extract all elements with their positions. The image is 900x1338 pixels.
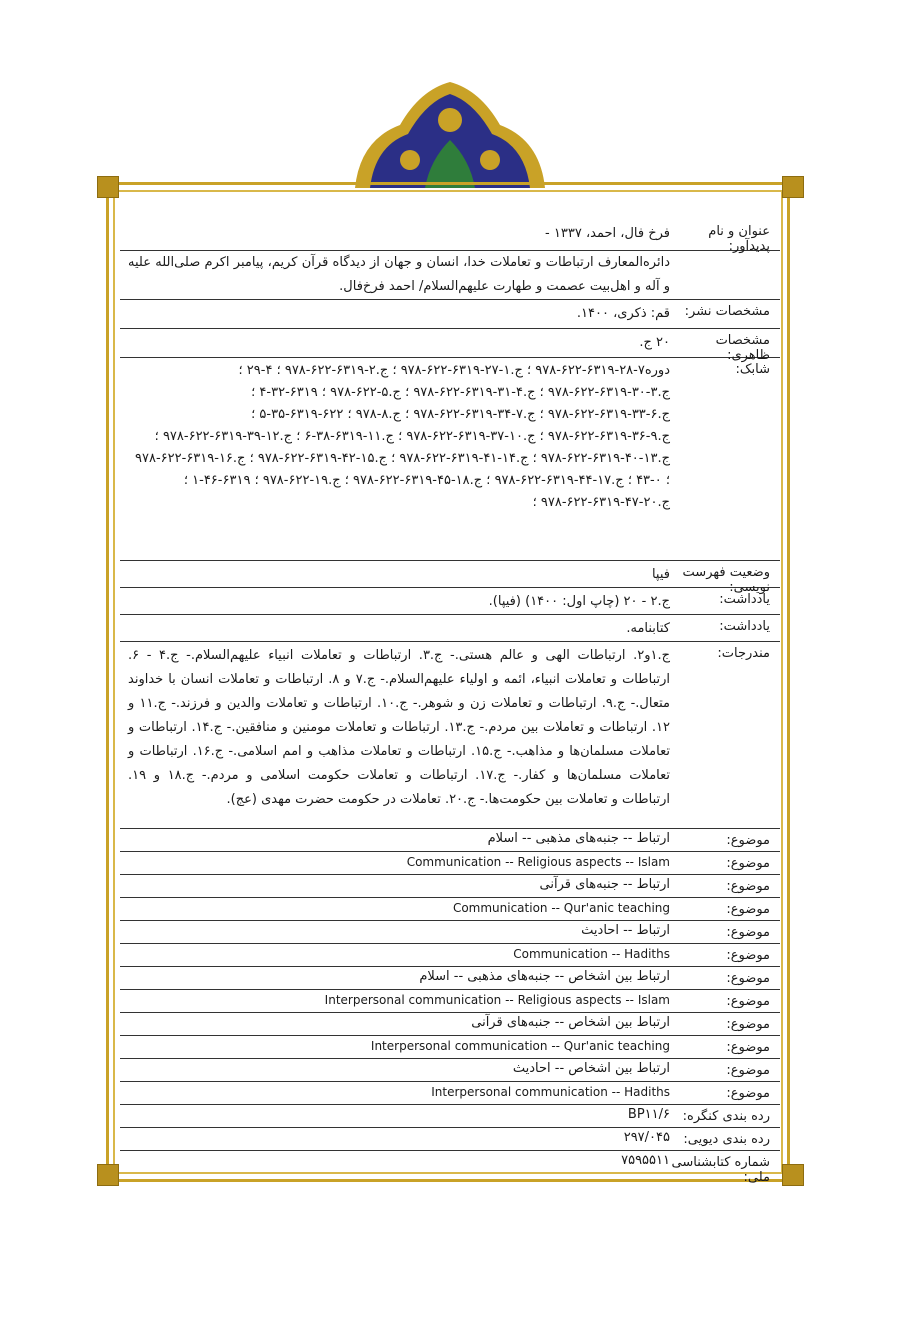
label-subject-9: موضوع: <box>726 1017 770 1032</box>
label-subject-4: موضوع: <box>726 902 770 917</box>
catalog-record <box>120 220 780 1185</box>
label-subject-5: موضوع: <box>726 925 770 940</box>
row-subject-2 <box>120 852 780 875</box>
value-subject-5: ارتباط -- احادیث <box>581 923 670 938</box>
row-congress-class <box>120 1105 780 1128</box>
label-congress-class: رده بندی کنگره: <box>682 1109 770 1124</box>
value-contents: ج.۱و۲. ارتباطات الهی و عالم هستی.- ج.۳. ارتباطات و تعاملات انبیاء علیهم‌السلام.- ج.۴ - ۶. ارتباطات و تعاملات انبیاء، ائمه و اولیاء علیهم‌السلام.- ج.۷ و ۸. ارتباطات و تعاملات انسان با خداوند متعال.- ج.۹. ارتباطات و تعاملات زن و شوهر.- ج.۱۰. ارتباطات و تعاملات والدین و فرزند.- ج.۱۱ و ۱۲. ارتباطات و تعاملات بین مردم.- ج.۱۳. ارتباطات و تعاملات مومنین و منافقین.- ج.۱۴. ارتباطات و تعاملات مسلمان‌ها و مذاهب.- ج.۱۵. ارتباطات و تعاملات مذاهب و امم اسلامی.- ج.۱۶. ارتباطات و تعاملات مسلمان‌ها و کفار.- ج.۱۷. ارتباطات و تعاملات حکومت اسلامی و مردم.- ج.۱۸ و ۱۹. ارتباطات و تعاملات بین حکومت‌ها.- ج.۲۰. تعاملات در حکومت حضرت مهدی (عج). <box>128 648 671 807</box>
value-congress-class: BP۱۱/۶ <box>627 1107 670 1122</box>
value-subject-2: Communication -- Religious aspects -- Islam <box>406 855 670 869</box>
value-author: فرخ فال، احمد، ۱۳۳۷ - <box>545 226 670 241</box>
value-note-2: کتابنامه. <box>626 621 670 636</box>
label-subject-6: موضوع: <box>726 948 770 963</box>
row-author <box>120 220 780 254</box>
value-subject-10: Interpersonal communication -- Qur'anic teaching <box>370 1039 670 1053</box>
label-national-number: شماره کتابشناسی ملی: <box>671 1155 770 1185</box>
label-isbn: شابک: <box>735 362 770 377</box>
label-physical: مشخصات ظاهری: <box>715 333 770 363</box>
corner-ornament-top-left <box>97 176 119 198</box>
label-contents: مندرجات: <box>717 646 770 661</box>
value-subject-9: ارتباط بین اشخاص -- جنبه‌های قرآنی <box>471 1015 670 1030</box>
label-subject-3: موضوع: <box>726 879 770 894</box>
label-subject-12: موضوع: <box>726 1086 770 1101</box>
label-subject-11: موضوع: <box>726 1063 770 1078</box>
row-subject-12 <box>120 1082 780 1105</box>
value-subject-3: ارتباط -- جنبه‌های قرآنی <box>539 877 670 892</box>
value-subject-4: Communication -- Qur'anic teaching <box>452 901 670 915</box>
row-subject-7 <box>120 967 780 990</box>
corner-ornament-top-right <box>782 176 804 198</box>
value-physical: ۲۰ ج. <box>639 335 670 350</box>
value-subject-7: ارتباط بین اشخاص -- جنبه‌های مذهبی -- اسلام <box>419 969 670 984</box>
label-subject-2: موضوع: <box>726 856 770 871</box>
value-subject-11: ارتباط بین اشخاص -- احادیث <box>512 1061 670 1076</box>
row-subject-8 <box>120 990 780 1013</box>
row-subject-3 <box>120 875 780 898</box>
row-title <box>120 251 780 300</box>
value-isbn: دوره۷-۲۸-۶۳۱۹-۶۲۲-۹۷۸ ؛ ج.۱-۲۷-۶۳۱۹-۶۲۲-۹۷۸ ؛ ج.۲-۶۳۱۹-۶۲۲-۹۷۸ ؛ ۴-۲۹ ؛ ج.۳-۳۰-۶۳۱۹-۶۲۲-۹۷۸ ؛ ج.۴-۳۱-۶۳۱۹-۶۲۲-۹۷۸ ؛ ج.۵-۶۲۲-۹۷۸ ؛ ۶۳۱۹-۳۲-۴ ؛ ج.۶-۳۳-۶۳۱۹-۶۲۲-۹۷۸ ؛ ج.۷-۳۴-۶۳۱۹-۶۲۲-۹۷۸ ؛ ج.۸-۹۷۸ ؛ ۶۲۲-۶۳۱۹-۳۵-۵ ؛ ج.۹-۳۶-۶۳۱۹-۶۲۲-۹۷۸ ؛ ج.۱۰-۳۷-۶۳۱۹-۶۲۲-۹۷۸ ؛ ج.۱۱-۶۳۱۹-۳۸-۶ ؛ ج.۱۲-۳۹-۶۳۱۹-۶۲۲-۹۷۸ ؛ ج.۱۳-۴۰-۶۳۱۹-۶۲۲-۹۷۸ ؛ ج.۱۴-۴۱-۶۳۱۹-۶۲۲-۹۷۸ ؛ ج.۱۵-۴۲-۶۳۱۹-۶۲۲-۹۷۸ ؛ ج.۱۶-۶۳۱۹-۶۲۲-۹۷۸ ؛ ۰-۴۳ ؛ ج.۱۷-۴۴-۶۳۱۹-۶۲۲-۹۷۸ ؛ ج.۱۸-۴۵-۶۳۱۹-۶۲۲-۹۷۸ ؛ ج.۱۹-۶۲۲-۹۷۸ ؛ ۶۳۱۹-۴۶-۱ ؛ ج.۲۰-۴۷-۶۳۱۹-۶۲۲-۹۷۸ ؛ <box>135 363 670 510</box>
label-subject-10: موضوع: <box>726 1040 770 1055</box>
row-dewey-class <box>120 1128 780 1151</box>
value-subject-12: Interpersonal communication -- Hadiths <box>431 1085 670 1099</box>
row-subject-11 <box>120 1059 780 1082</box>
value-publication: قم: ذکری، ۱۴۰۰. <box>576 306 670 321</box>
label-note-2: یادداشت: <box>719 619 770 634</box>
value-dewey-class: ۲۹۷/۰۴۵ <box>623 1130 670 1145</box>
row-national-number <box>120 1151 780 1185</box>
row-subject-1 <box>120 829 780 852</box>
row-note-2 <box>120 615 780 642</box>
value-catalog-status: فیپا <box>651 567 670 582</box>
row-note-1 <box>120 588 780 615</box>
value-subject-1: ارتباط -- جنبه‌های مذهبی -- اسلام <box>487 831 670 846</box>
corner-ornament-bottom-right <box>782 1164 804 1186</box>
row-subject-10 <box>120 1036 780 1059</box>
label-subject-8: موضوع: <box>726 994 770 1009</box>
value-subject-8: Interpersonal communication -- Religious aspects -- Islam <box>324 993 670 1007</box>
label-title <box>670 251 780 299</box>
label-publication: مشخصات نشر: <box>684 304 770 319</box>
label-author: عنوان و نام پدیدآور: <box>708 224 770 254</box>
value-title: دائره‌المعارف ارتباطات و تعاملات خدا، انسان و جهان از دیدگاه قرآن کریم، پیامبر اکرم صلی‌الله علیه و آله و اهل‌بیت عصمت و طهارت علیهم‌السلام/ احمد فرخ‌فال. <box>128 255 670 294</box>
row-subject-6 <box>120 944 780 967</box>
label-note-1: یادداشت: <box>719 592 770 607</box>
value-subject-6: Communication -- Hadiths <box>513 947 670 961</box>
row-subject-4 <box>120 898 780 921</box>
row-subject-5 <box>120 921 780 944</box>
label-dewey-class: رده بندی دیویی: <box>683 1132 770 1147</box>
row-isbn <box>120 358 780 561</box>
dome-ornament <box>350 80 550 190</box>
row-subject-9 <box>120 1013 780 1036</box>
row-contents <box>120 642 780 829</box>
corner-ornament-bottom-left <box>97 1164 119 1186</box>
row-catalog-status <box>120 561 780 595</box>
label-subject-1: موضوع: <box>726 833 770 848</box>
value-note-1: ج.۲ - ۲۰ (چاپ اول: ۱۴۰۰) (فیپا). <box>488 594 670 609</box>
row-physical <box>120 329 780 363</box>
value-national-number: ۷۵۹۵۵۱۱ <box>621 1153 670 1168</box>
label-catalog-status: وضعیت فهرست نویسی: <box>682 565 770 595</box>
label-subject-7: موضوع: <box>726 971 770 986</box>
row-publication <box>120 300 780 329</box>
